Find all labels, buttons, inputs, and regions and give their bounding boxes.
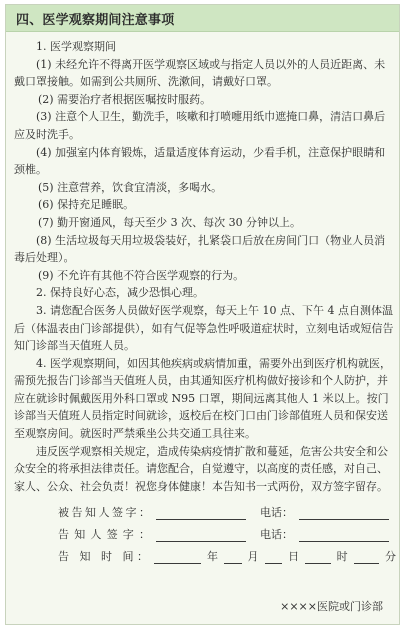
notified-label: 被告知人签字： xyxy=(58,505,150,519)
minute-label: 分 xyxy=(385,549,397,563)
heading-3: 3. 请您配合医务人员做好医学观察，每天上午 10 点、下午 4 点自测体温后（体温表由门诊部提供），如有气促等急性呼吸道症状时，立刻电话或短信告知门诊部当天值班人员。 xyxy=(14,303,394,353)
notified-phone-label: 电话： xyxy=(260,505,293,519)
heading-1: 1. 医学观察期间 xyxy=(36,40,116,53)
item-1-2: (2) 需要治疗者根据医嘱按时服药。 xyxy=(38,92,212,106)
notified-signature-field[interactable] xyxy=(156,505,246,520)
item-1-6: (6) 保持充足睡眠。 xyxy=(38,198,135,212)
closing-paragraph: 违反医学观察相关规定，造成传染病疫情扩散和蔓延，危害公共安全和公众安全的将承担法律责任。请您配合，自觉遵守，以高度的责任感，对自己、家人、公众、社会负责！祝您身体健康！本告知书一式两份，双方签字留存。 xyxy=(14,444,388,493)
footer-organization: ××××医院或门诊部 xyxy=(280,600,383,613)
hour-field[interactable] xyxy=(305,549,330,564)
notified-phone-field[interactable] xyxy=(299,505,389,520)
informant-phone-label: 电话： xyxy=(260,527,293,541)
section-title-bar xyxy=(6,5,399,32)
minute-field[interactable] xyxy=(354,549,379,564)
item-1-5: (5) 注意营养，饮食宜清淡，多喝水。 xyxy=(38,180,223,194)
day-label: 日 xyxy=(288,549,300,563)
year-field[interactable] xyxy=(154,549,201,564)
month-field[interactable] xyxy=(224,549,242,564)
day-field[interactable] xyxy=(265,549,283,564)
signature-area xyxy=(14,501,396,567)
section-title: 四、医学观察期间注意事项 xyxy=(16,13,175,28)
notice-time-label: 告 知 时 间： xyxy=(58,549,148,563)
notice-time-line xyxy=(14,545,396,567)
informant-label: 告知人签字： xyxy=(58,527,150,541)
item-1-7: (7) 勤开窗通风，每天至少 3 次、每次 30 分钟以上。 xyxy=(38,215,302,229)
hour-label: 时 xyxy=(336,549,348,563)
year-label: 年 xyxy=(206,549,218,563)
item-1-3: (3) 注意个人卫生，勤洗手，咳嗽和打喷嚏用纸巾遮掩口鼻，清洁口鼻后应及时洗手。 xyxy=(14,110,386,141)
item-1-9: (9) 不允许有其他不符合医学观察的行为。 xyxy=(38,268,245,282)
informant-phone-field[interactable] xyxy=(299,527,389,542)
month-label: 月 xyxy=(247,549,259,563)
heading-4: 4. 医学观察期间，如因其他疾病或病情加重，需要外出到医疗机构就医，需预先报告门诊部当天值班人员，由其通知医疗机构做好接诊和个人防护，并应在就诊时佩戴医用外科口罩或 N95 口罩，期间远离其他人 1 米以上。按门诊部当天值班人员指定时间就诊，返校后在校门口由门诊部值班人员和保安送至观察房间。就医时严禁乘坐公共交通工具往来。 xyxy=(14,356,391,441)
notice-card xyxy=(5,4,400,625)
informant-signature-field[interactable] xyxy=(156,527,246,542)
heading-2: 2. 保持良好心态，减少恐惧心理。 xyxy=(36,286,204,300)
informant-signature-line xyxy=(14,523,396,545)
content xyxy=(14,38,396,567)
item-1-1: (1) 未经允许不得离开医学观察区域或与指定人员以外的人员近距离、未戴口罩接触。如需到公共厕所、洗漱间，请戴好口罩。 xyxy=(14,57,386,89)
item-1-8: (8) 生活垃圾每天用垃圾袋装好，扎紧袋口后放在房间门口（物业人员消毒后处理）。 xyxy=(14,233,386,265)
notified-signature-line xyxy=(14,501,396,523)
item-1-4: (4) 加强室内体育锻炼，适量适度体育运动，少看手机，注意保护眼睛和颈椎。 xyxy=(14,145,386,177)
